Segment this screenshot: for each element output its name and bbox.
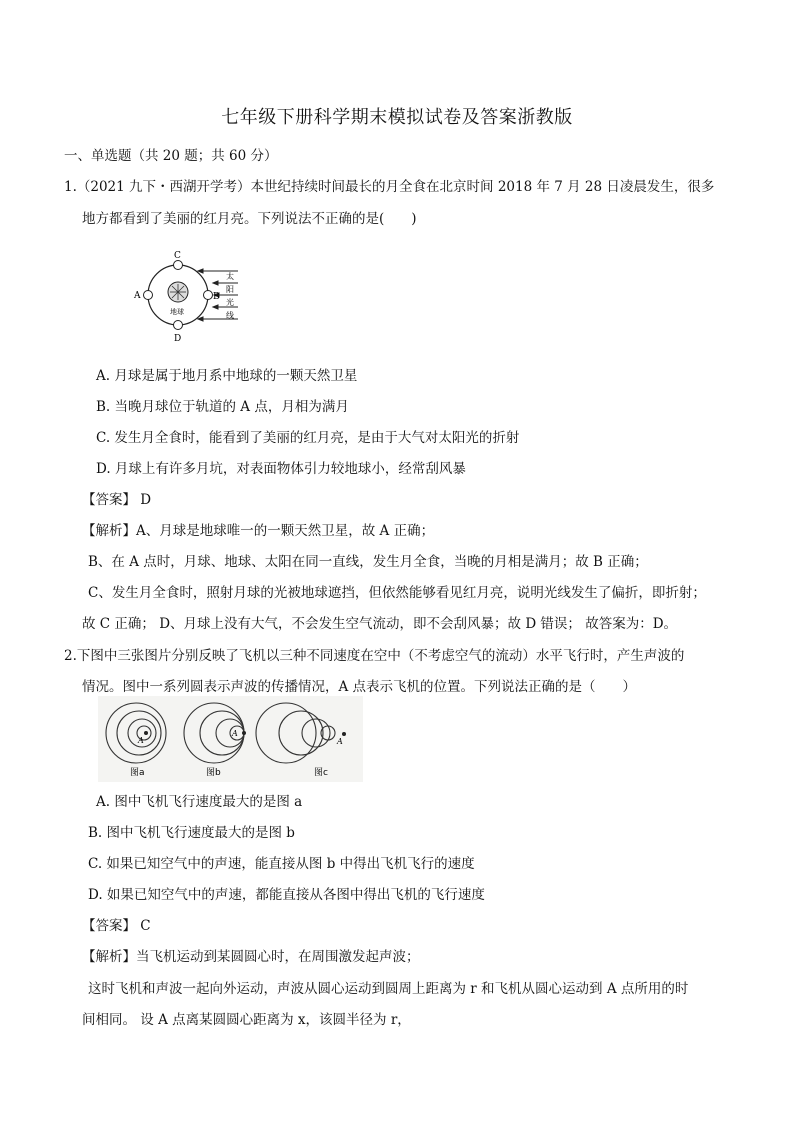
q1-answer: 【答案】 D	[82, 492, 152, 508]
q1-option-d: D. 月球上有许多月坑，对表面物体引力较地球小，经常刮风暴	[96, 461, 466, 477]
figure-a-caption: 图a	[130, 768, 145, 778]
figure-c-point-label: A	[337, 737, 343, 746]
q1-stem-line2: 地方都看到了美丽的红月亮。下列说法不正确的是( )	[82, 211, 417, 227]
q1-option-c: C. 发生月全食时，能看到了美丽的红月亮，是由于大气对太阳光的折射	[96, 430, 520, 446]
q2-analysis-line3: 间相同。 设 A 点离某圆圆心距离为 x，该圆半径为 r，	[82, 1012, 411, 1028]
sunlight-label-2: 阳	[226, 285, 234, 294]
q2-analysis-line1: 【解析】当飞机运动到某圆圆心时，在周围激发起声波；	[82, 949, 420, 965]
q2-stem-line2: 情况。图中一系列圆表示声波的传播情况，A 点表示飞机的位置。下列说法正确的是（ ）	[82, 679, 637, 695]
label-d: D	[174, 334, 182, 343]
q1-stem-line1: 1.（2021 九下・西湖开学考）本世纪持续时间最长的月全食在北京时间 2018 年 7 月 28 日凌晨发生，很多	[64, 179, 715, 195]
figure-a-point-label: A	[138, 736, 144, 745]
q2-answer: 【答案】 C	[82, 918, 151, 934]
label-b: B	[213, 292, 220, 302]
q2-option-c: C. 如果已知空气中的声速，能直接从图 b 中得出飞机飞行的速度	[88, 856, 475, 872]
q1-analysis-line4: 故 C 正确； D、月球上没有大气，不会发生空气流动，即不会刮风暴；故 D 错误； 故答案为：D。	[82, 616, 678, 632]
sunlight-label-4: 线	[226, 311, 234, 320]
q2-option-a: A. 图中飞机飞行速度最大的是图 a	[96, 794, 303, 810]
document-title: 七年级下册科学期末模拟试卷及答案浙教版	[221, 107, 573, 128]
moon-position-d	[174, 321, 183, 330]
moon-position-b	[204, 291, 213, 300]
label-c: C	[174, 251, 181, 261]
moon-position-a	[144, 291, 153, 300]
figure-c-plane-point	[342, 732, 346, 736]
label-a: A	[134, 291, 141, 301]
q2-option-d: D. 如果已知空气中的声速，都能直接从各图中得出飞机的飞行速度	[88, 887, 485, 903]
q2-stem-line1: 2.下图中三张图片分别反映了飞机以三种不同速度在空中（不考虑空气的流动）水平飞行时，产生声波的	[64, 648, 685, 664]
section-heading: 一、单选题（共 20 题；共 60 分）	[64, 148, 278, 164]
sunlight-label-1: 太	[226, 272, 234, 281]
figure-b-point-label: A	[232, 729, 238, 738]
sound-wave-figure	[98, 696, 363, 782]
q2-option-b: B. 图中飞机飞行速度最大的是图 b	[88, 825, 295, 841]
figure-c-caption: 图c	[314, 768, 328, 778]
earth-label: 地球	[170, 308, 184, 316]
q2-analysis-line2: 这时飞机和声波一起向外运动，声波从圆心运动到圆周上距离为 r 和飞机从圆心运动到 A 点所用的时	[88, 981, 689, 997]
q1-analysis-line2: B、在 A 点时，月球、地球、太阳在同一直线，发生月全食，当晚的月相是满月；故 B 正确；	[88, 554, 648, 570]
moon-orbit-figure	[130, 248, 240, 343]
moon-position-c	[174, 261, 183, 270]
q1-option-a: A. 月球是属于地月系中地球的一颗天然卫星	[96, 368, 358, 384]
q1-analysis-line3: C、发生月全食时，照射月球的光被地球遮挡，但依然能够看见红月亮，说明光线发生了偏折，即折射；	[88, 585, 706, 601]
sunlight-label-3: 光	[226, 298, 234, 307]
figure-a-plane-point	[144, 731, 148, 735]
figure-b-plane-point	[242, 731, 246, 735]
figure-b-caption: 图b	[206, 768, 221, 778]
q1-analysis-line1: 【解析】A、月球是地球唯一的一颗天然卫星，故 A 正确；	[82, 523, 435, 539]
q1-option-b: B. 当晚月球位于轨道的 A 点，月相为满月	[96, 399, 349, 415]
